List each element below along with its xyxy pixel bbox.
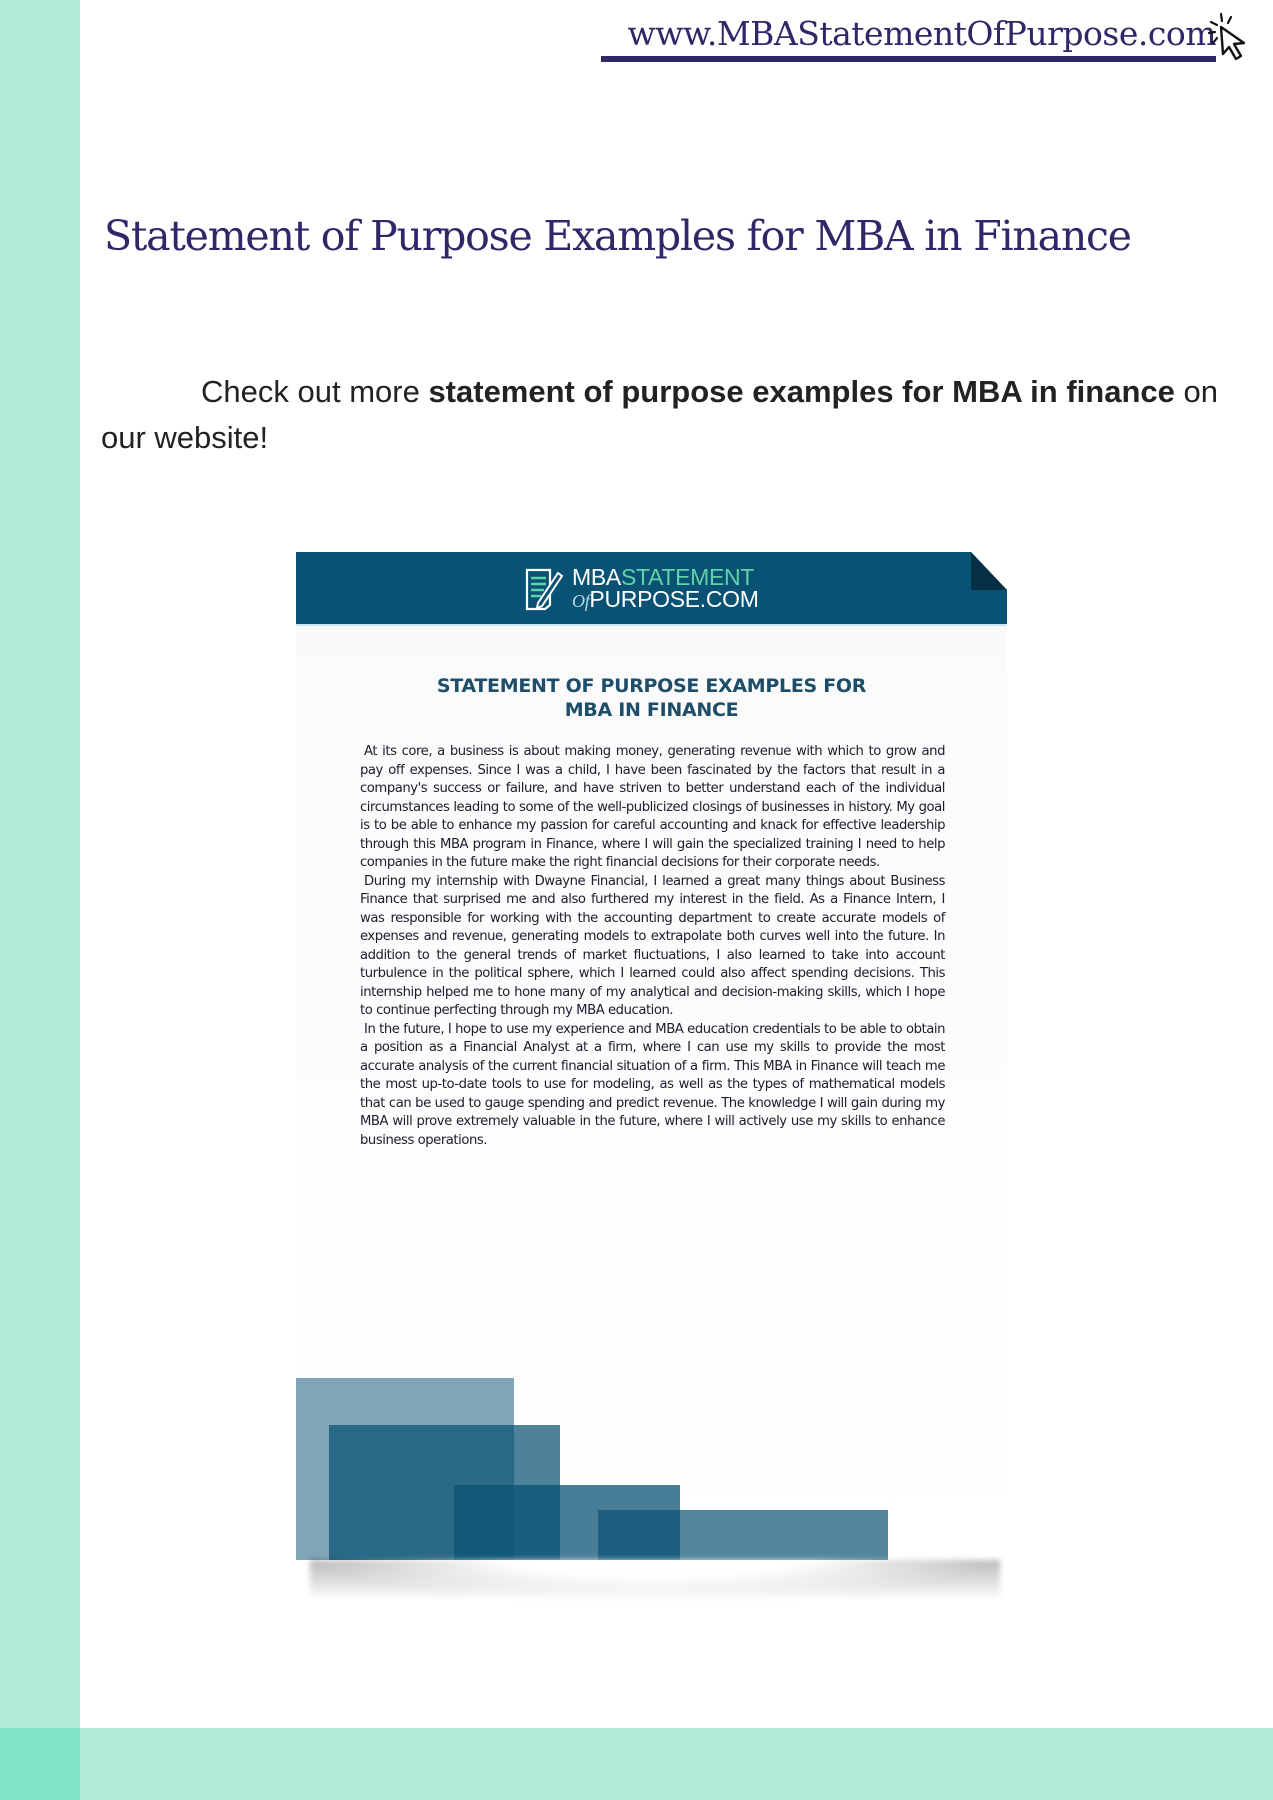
- logo-statement: STATEMENT: [620, 564, 755, 590]
- intro-suffix: on our website!: [101, 374, 1218, 455]
- website-link[interactable]: www.MBAStatementOfPurpose.com: [627, 14, 1216, 53]
- document-paragraph: During my internship with Dwayne Financial, I learned a great many things about Business Finance that surprised me and also furthered my interest in the field. As a Finance Intern, I was responsible for working with the accounting department to create accurate models of expenses and revenue, generating models to extrapolate both curves well into the future. In addition to the general trends of market fluctuations, I also learned to take into account turbulence in the political sphere, which I learned could also affect spending decisions. This internship helped me to hone many of my analytical and decision-making skills, which I hope to continue perfecting through my MBA education.: [360, 873, 945, 1018]
- document-logo: [524, 566, 759, 612]
- logo-of: Of: [572, 591, 590, 611]
- decorative-blocks: [296, 1378, 1007, 1560]
- footer-corner-block: [0, 1728, 80, 1800]
- logo-purpose-com: PURPOSE.COM: [589, 586, 759, 612]
- decorative-block: [598, 1510, 888, 1560]
- page-title: Statement of Purpose Examples for MBA in Finance: [104, 212, 1131, 260]
- sop-example-document-image: [296, 552, 1007, 1560]
- document-paragraph: At its core, a business is about making money, generating revenue with which to grow and pay off expenses. Since I was a child, I have been fascinated by the factors that result in a company's success or failure, and have striven to better understand each of the individual circumstances leading to some of the well-publicized closings of businesses in history. My goal is to be able to enhance my passion for careful accounting and knack for effective leadership through this MBA program in Finance, where I will gain the specialized training I need to help companies in the future make the right financial decisions for their corporate needs.: [360, 744, 945, 870]
- intro-link-text: statement of purpose examples for MBA in finance: [428, 374, 1175, 409]
- website-link-underline: [601, 56, 1216, 62]
- logo-mba: MBA: [572, 564, 621, 590]
- document-body: [360, 743, 945, 1150]
- intro-prefix: Check out more: [201, 374, 429, 409]
- footer-accent-bar: [0, 1728, 1273, 1800]
- document-shadow: [310, 1560, 1000, 1600]
- document-heading-line2: MBA IN FINANCE: [564, 699, 739, 721]
- document-logo-text: [572, 566, 759, 612]
- left-accent-bar: [0, 0, 80, 1728]
- document-banner: [296, 552, 1007, 626]
- intro-text: [101, 369, 1241, 461]
- document-heading: [296, 674, 1007, 722]
- click-cursor-icon: [1207, 12, 1253, 62]
- document-pencil-icon: [524, 567, 564, 611]
- document-heading-line1: STATEMENT OF PURPOSE EXAMPLES FOR: [436, 675, 867, 697]
- document-paragraph: In the future, I hope to use my experience and MBA education credentials to be able to obtain a position as a Financial Analyst at a firm, where I can use my skills to provide the most accurate analysis of the current financial situation of a firm. This MBA in Finance will teach me the most up-to-date tools to use for modeling, as well as the types of mathematical models that can be used to gauge spending and predict revenue. The knowledge I will gain during my MBA will prove extremely valuable in the future, where I will actively use my skills to enhance business operations.: [360, 1021, 945, 1148]
